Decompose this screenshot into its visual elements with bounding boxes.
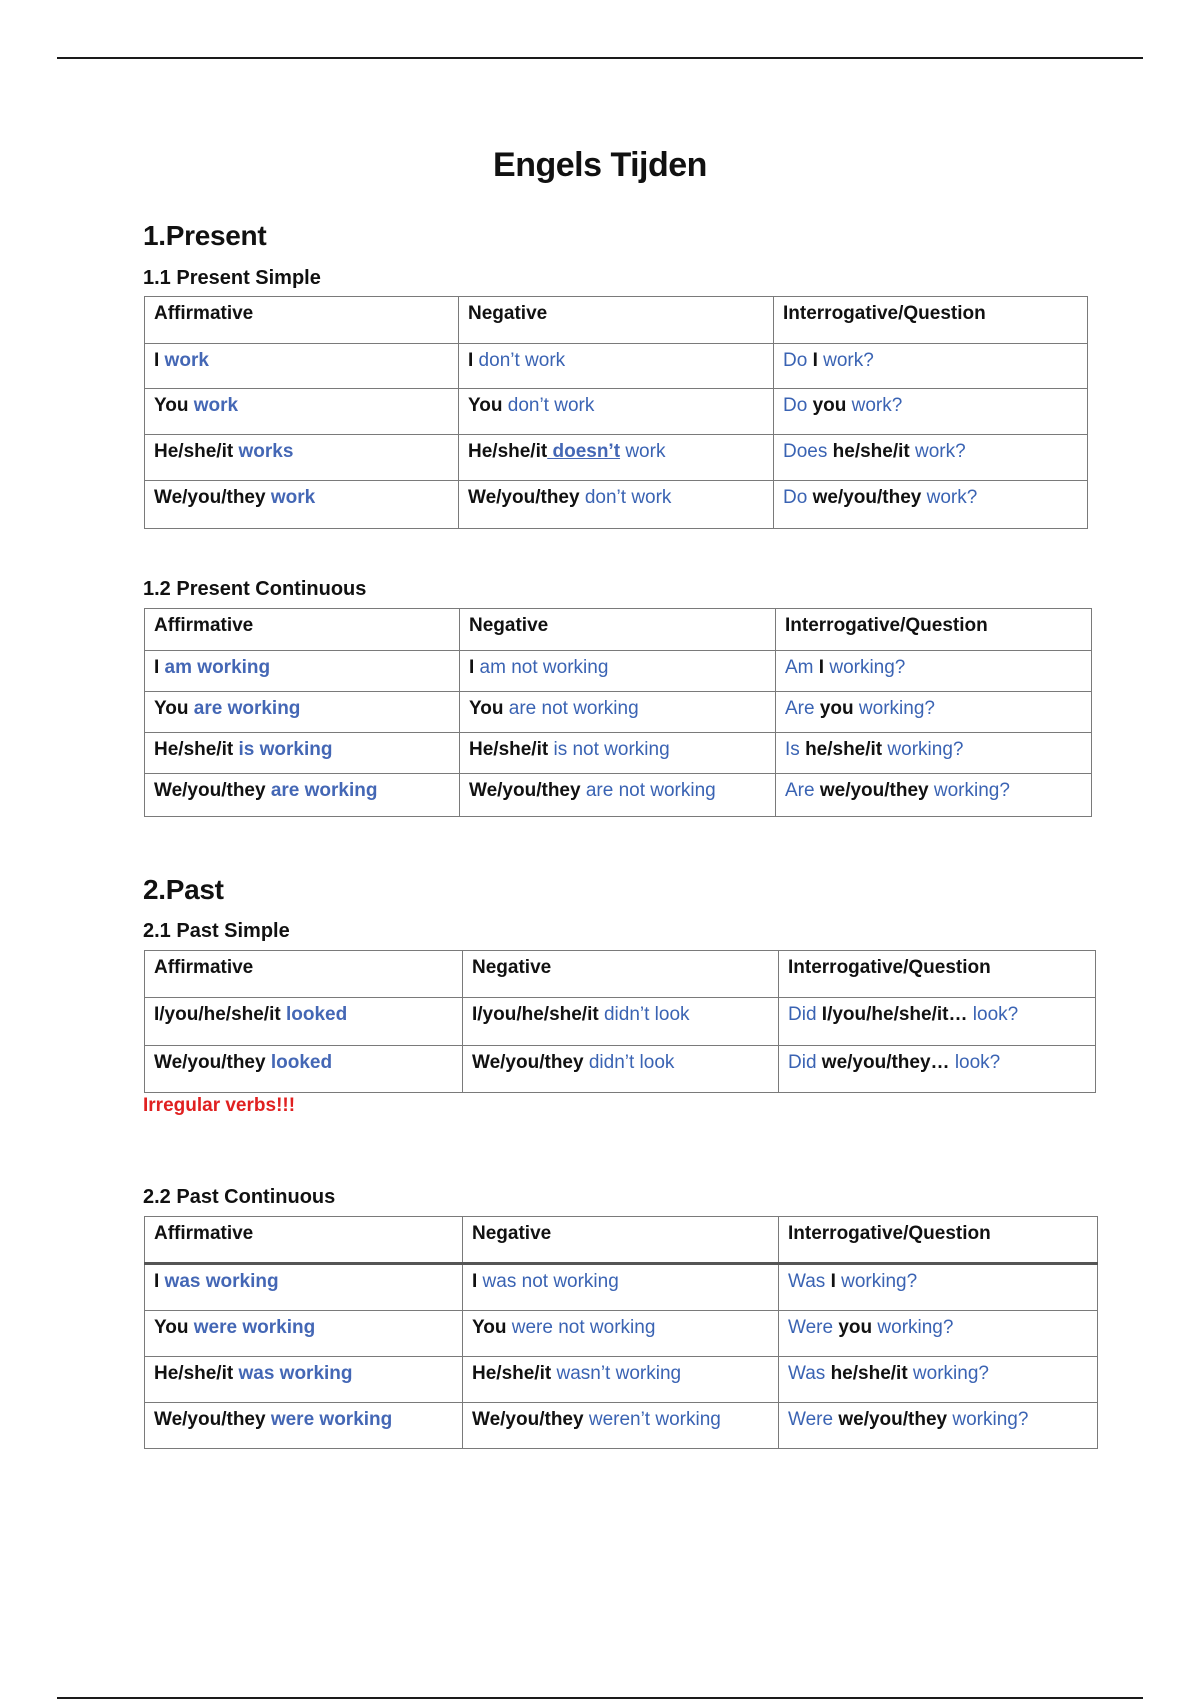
table-row [145,1357,1098,1403]
cell-affirmative [145,733,460,774]
subject: he/she/it [830,1363,908,1384]
subject: We/you/they [154,1052,266,1073]
auxiliary: Do [783,350,813,371]
verb: were working [265,1409,393,1430]
verb: working? [872,1317,954,1338]
verb: working? [928,780,1010,801]
auxiliary: Am [785,657,819,678]
verb: was working [159,1271,279,1292]
subject: He/she/it [154,441,234,462]
cell-negative [463,1311,779,1357]
document-title: Engels Tijden [493,146,707,184]
subject: He/she/it [468,441,548,462]
table-row [145,389,1088,435]
verb: were working [188,1317,316,1338]
header-negative: Negative [463,1217,779,1264]
subject: We/you/they [469,780,581,801]
cell-question [776,733,1092,774]
subject: he/she/it [805,739,883,760]
table-past-continuous [144,1216,1098,1449]
verb: work? [921,487,978,508]
cell-affirmative [145,389,459,435]
cell-affirmative [145,651,460,692]
subject: I/you/he/she/it [154,1004,281,1025]
subject: We/you/they [472,1052,584,1073]
auxiliary: Do [783,487,813,508]
cell-affirmative [145,1357,463,1403]
verb: wasn’t working [551,1363,682,1384]
cell-question [779,998,1096,1046]
table-row [145,1403,1098,1449]
subject: I/you/he/she/it… [821,1004,968,1025]
subject: we/you/they [819,780,929,801]
cell-question [776,692,1092,733]
subject: I [469,657,475,678]
table-row [145,692,1092,733]
auxiliary: Were [788,1317,839,1338]
table-row [145,998,1096,1046]
cell-affirmative [145,344,459,389]
subject: We/you/they [154,1409,266,1430]
cell-negative [463,1046,779,1093]
bottom-rule [57,1697,1143,1699]
verb: working? [824,657,906,678]
cell-negative [460,733,776,774]
verb: work [188,395,239,416]
header-affirmative: Affirmative [145,297,459,344]
table-row [145,774,1092,817]
subject: We/you/they [154,780,266,801]
cell-question [774,481,1088,529]
cell-negative [460,774,776,817]
verb: didn’t look [598,1004,690,1025]
cell-affirmative [145,1311,463,1357]
header-affirmative: Affirmative [145,609,460,651]
subject: you [819,698,854,719]
header-negative: Negative [460,609,776,651]
cell-affirmative [145,1264,463,1311]
subject: He/she/it [154,739,234,760]
cell-negative [463,998,779,1046]
cell-affirmative [145,1046,463,1093]
table-row [145,733,1092,774]
verb: are not working [503,698,639,719]
subject: You [472,1317,507,1338]
irregular-verbs-note: Irregular verbs!!! [143,1095,296,1116]
verb: working? [853,698,935,719]
verb: work? [909,441,966,462]
subject: You [154,395,189,416]
subject: you [812,395,847,416]
table-header-row [145,609,1092,651]
cell-question [776,774,1092,817]
cell-affirmative [145,692,460,733]
table-header-row [145,1217,1098,1264]
cell-affirmative [145,435,459,481]
cell-negative [459,389,774,435]
cell-affirmative [145,1403,463,1449]
verb: working? [947,1409,1029,1430]
subject: we/you/they [838,1409,948,1430]
cell-question [779,1264,1098,1311]
subject: I [472,1271,478,1292]
cell-negative [460,651,776,692]
auxiliary: Were [788,1409,839,1430]
cell-negative [459,344,774,389]
subject: You [154,698,189,719]
verb: am working [159,657,271,678]
subject: You [154,1317,189,1338]
verb: was not working [477,1271,619,1292]
verb: are working [188,698,301,719]
verb: are working [265,780,378,801]
verb: working? [882,739,964,760]
header-question: Interrogative/Question [774,297,1088,344]
auxiliary: Was [788,1271,831,1292]
cell-question [774,389,1088,435]
verb: don’t work [502,395,595,416]
verb: work? [817,350,874,371]
subject: We/you/they [468,487,580,508]
cell-affirmative [145,774,460,817]
auxiliary: Is [785,739,806,760]
verb: work [159,350,209,371]
cell-negative [460,692,776,733]
verb: is working [233,739,333,760]
subject: I [830,1271,836,1292]
header-affirmative: Affirmative [145,951,463,998]
cell-question [774,344,1088,389]
verb: didn’t look [583,1052,675,1073]
verb: weren’t working [583,1409,721,1430]
verb: was working [233,1363,353,1384]
cell-question [779,1403,1098,1449]
subsection-heading-past-simple: 2.1 Past Simple [143,920,290,942]
cell-question [774,435,1088,481]
table-row [145,651,1092,692]
subject: we/you/they… [821,1052,950,1073]
header-question: Interrogative/Question [776,609,1092,651]
subject: you [838,1317,873,1338]
verb: looked [265,1052,333,1073]
cell-negative [463,1264,779,1311]
verb: don’t work [473,350,566,371]
cell-affirmative [145,481,459,529]
header-question: Interrogative/Question [779,951,1096,998]
verb: is not working [548,739,670,760]
section-heading-past: 2.Past [143,874,224,905]
cell-question [776,651,1092,692]
subject: He/she/it [469,739,549,760]
table-past-simple [144,950,1096,1093]
subsection-heading-present-simple: 1.1 Present Simple [143,267,321,289]
subsection-heading-past-continuous: 2.2 Past Continuous [143,1186,336,1208]
cell-question [779,1046,1096,1093]
subsection-heading-present-continuous: 1.2 Present Continuous [143,578,367,600]
auxiliary: Did [788,1004,822,1025]
subject: He/she/it [472,1363,552,1384]
subject: He/she/it [154,1363,234,1384]
auxiliary: Does [783,441,833,462]
table-header-row [145,951,1096,998]
subject: we/you/they [812,487,922,508]
subject: I [154,1271,160,1292]
cell-negative [459,435,774,481]
verb: working? [835,1271,918,1292]
table-present-simple [144,296,1088,529]
table-row [145,1311,1098,1357]
cell-negative [459,481,774,529]
table-row [145,435,1088,481]
subject: We/you/they [154,487,266,508]
auxiliary: Are [785,780,820,801]
subject: I [154,350,160,371]
verb: looked [280,1004,348,1025]
header-negative: Negative [459,297,774,344]
verb: were not working [506,1317,656,1338]
verb: look? [967,1004,1019,1025]
verb: don’t work [579,487,672,508]
verb: am not working [474,657,609,678]
cell-affirmative [145,998,463,1046]
subject: I/you/he/she/it [472,1004,599,1025]
verb: works [233,441,294,462]
verb: look? [949,1052,1001,1073]
verb: work [620,441,666,462]
cell-question [779,1311,1098,1357]
header-question: Interrogative/Question [779,1217,1098,1264]
auxiliary: Was [788,1363,831,1384]
section-heading-present: 1.Present [143,220,267,251]
table-row [145,1264,1098,1311]
subject: You [469,698,504,719]
auxiliary: Do [783,395,813,416]
verb: doesn’t [547,441,621,462]
subject: You [468,395,503,416]
auxiliary: Did [788,1052,822,1073]
subject: I [812,350,818,371]
subject: I [818,657,825,678]
cell-question [779,1357,1098,1403]
subject: I [468,350,474,371]
auxiliary: Are [785,698,820,719]
verb: work [265,487,316,508]
verb: are not working [580,780,716,801]
table-header-row [145,297,1088,344]
cell-negative [463,1357,779,1403]
subject: We/you/they [472,1409,584,1430]
verb: working? [907,1363,989,1384]
subject: I [154,657,160,678]
table-present-continuous [144,608,1092,817]
table-row [145,344,1088,389]
table-row [145,1046,1096,1093]
cell-negative [463,1403,779,1449]
header-affirmative: Affirmative [145,1217,463,1264]
table-row [145,481,1088,529]
verb: work? [846,395,903,416]
header-negative: Negative [463,951,779,998]
subject: he/she/it [832,441,910,462]
